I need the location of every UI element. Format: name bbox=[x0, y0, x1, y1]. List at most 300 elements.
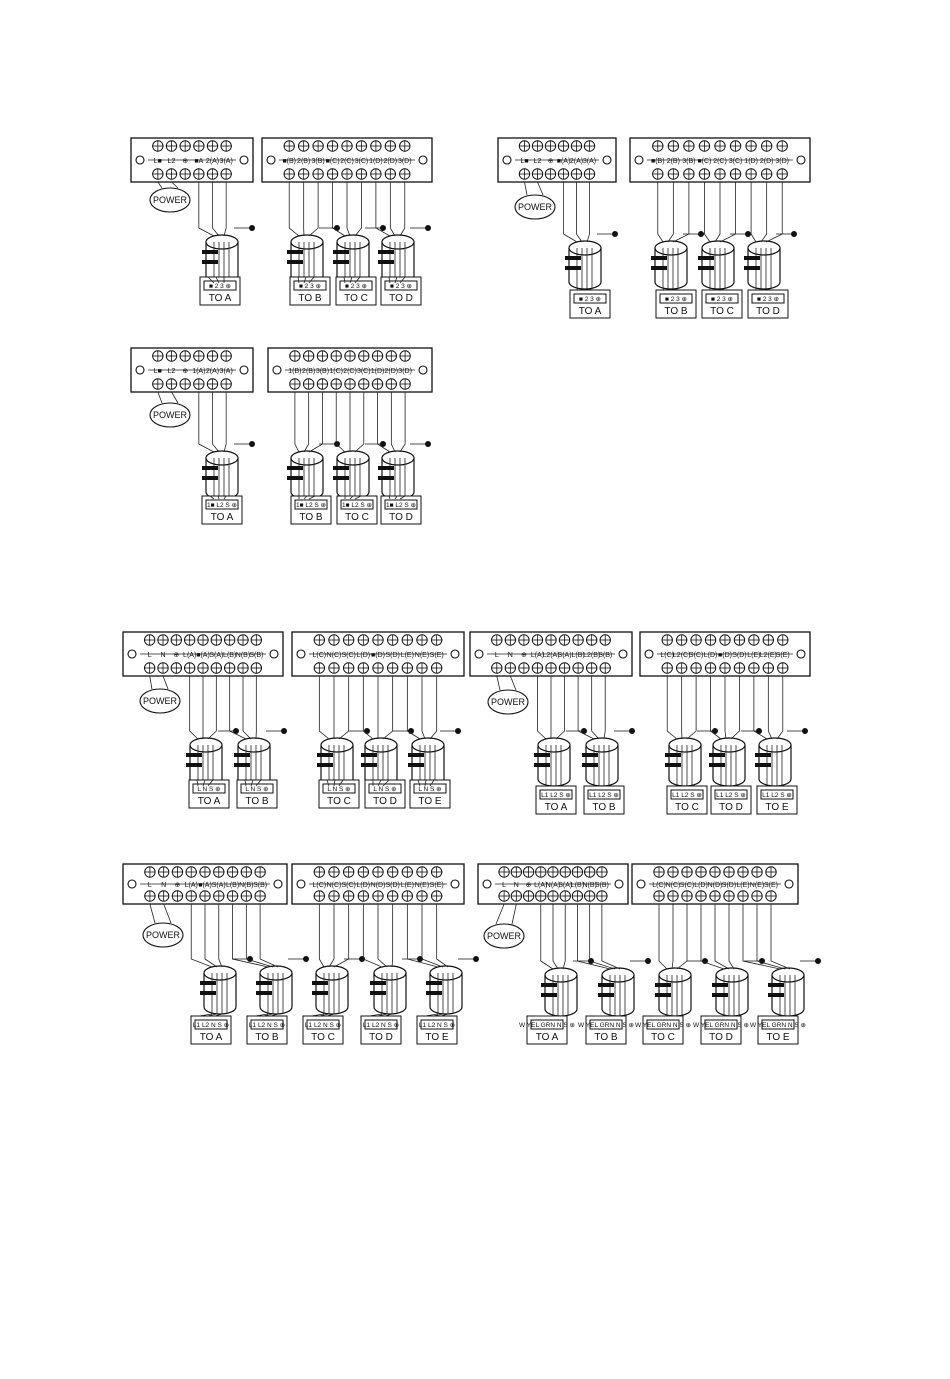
unit-terminal-label: L1 L2 S ⊕ bbox=[672, 792, 702, 799]
feed-wire bbox=[658, 182, 663, 242]
mount-hole bbox=[785, 880, 793, 888]
feed-wire bbox=[422, 676, 425, 739]
feed-wire bbox=[422, 904, 443, 967]
unit-terminal-label: L1 L2 S ⊕ bbox=[589, 792, 619, 799]
ground-icon bbox=[473, 956, 479, 962]
fixture-top bbox=[569, 241, 601, 255]
feed-wire bbox=[407, 904, 438, 967]
terminal-label: ⊕ bbox=[173, 652, 180, 659]
unit-destination-label: TO E bbox=[766, 1032, 790, 1043]
ground-icon bbox=[698, 231, 704, 237]
ground-icon bbox=[281, 728, 287, 734]
unit-terminal-label: L1 L2 S ⊕ bbox=[716, 792, 746, 799]
wiring-diagram-d6 bbox=[123, 864, 479, 1044]
terminal-label: L■ bbox=[153, 368, 162, 375]
mount-hole bbox=[273, 366, 281, 374]
terminal-label: ■(A) bbox=[198, 882, 212, 889]
feed-wire bbox=[577, 904, 610, 969]
terminal-label: 3(C) bbox=[354, 158, 369, 165]
feed-wire bbox=[260, 904, 278, 967]
unit-destination-label: TO C bbox=[327, 796, 351, 807]
terminal-label: N(D) bbox=[370, 882, 386, 889]
unit-destination-label: TO A bbox=[208, 293, 232, 304]
ground-icon bbox=[425, 441, 431, 447]
terminal-label: S(A) bbox=[558, 882, 573, 889]
ground-icon bbox=[249, 225, 255, 231]
feed-wire bbox=[329, 904, 334, 967]
terminal-label: ■(B) bbox=[282, 158, 297, 165]
feed-wire bbox=[704, 182, 710, 242]
mount-hole bbox=[503, 156, 511, 164]
terminal-label: L2(E) bbox=[759, 652, 777, 659]
fixture-top bbox=[321, 738, 353, 752]
feed-wire bbox=[590, 904, 615, 969]
unit-destination-label: TO E bbox=[425, 1032, 449, 1043]
feed-wire bbox=[378, 904, 387, 967]
feed-wire bbox=[319, 904, 324, 967]
unit-terminal-label: L N S ⊕ bbox=[327, 786, 351, 793]
feed-wire bbox=[761, 182, 767, 242]
terminal-label: 2(A) bbox=[205, 158, 220, 165]
feed-wire bbox=[309, 182, 318, 236]
terminal-label: L■ bbox=[520, 158, 529, 165]
terminal-label: 2(C) bbox=[713, 158, 727, 165]
unit-destination-label: TO B bbox=[298, 293, 322, 304]
terminal-label: 1(A) bbox=[192, 368, 206, 375]
fixture-top bbox=[316, 966, 348, 980]
unit-destination-label: TO A bbox=[199, 1032, 223, 1043]
terminal-label: 3(D) bbox=[775, 158, 790, 165]
terminal-label: S(D) bbox=[385, 882, 400, 889]
unit-terminal-label: L N S ⊕ bbox=[245, 786, 269, 793]
terminal-label: ⊕ bbox=[520, 652, 527, 659]
feed-wire bbox=[224, 182, 226, 236]
fixture-top bbox=[412, 738, 444, 752]
unit-destination-label: TO C bbox=[651, 1032, 675, 1043]
terminal-label: L(E) bbox=[400, 652, 414, 659]
terminal-label: S(D) bbox=[732, 652, 747, 659]
feed-wire bbox=[563, 904, 565, 969]
terminal-label: L(D) bbox=[703, 652, 718, 659]
feed-wire bbox=[392, 904, 393, 967]
unit-destination-label: TO D bbox=[756, 306, 780, 317]
terminal-label: ■(A) bbox=[196, 652, 210, 659]
terminal-label: 3(C) bbox=[356, 368, 371, 375]
fixture-top bbox=[206, 451, 238, 465]
power-lead bbox=[496, 904, 504, 924]
mount-hole bbox=[270, 650, 278, 658]
terminal-label: L■ bbox=[153, 158, 162, 165]
mount-hole bbox=[419, 366, 427, 374]
terminal-label: N(D) bbox=[707, 882, 723, 889]
power-lead bbox=[158, 182, 162, 188]
power-lead bbox=[172, 182, 179, 188]
unit-terminal-label: W YEL GRN N S ⊕ bbox=[634, 1022, 692, 1029]
terminal-label: 2(B) bbox=[666, 158, 680, 165]
terminal-label: N(E) bbox=[414, 652, 430, 659]
unit-destination-label: TO D bbox=[389, 293, 413, 304]
terminal-label: 2(A) bbox=[569, 158, 584, 165]
unit-destination-label: TO B bbox=[592, 802, 616, 813]
unit-destination-label: TO A bbox=[197, 796, 221, 807]
terminal-label: L(E) bbox=[400, 882, 414, 889]
mount-hole bbox=[128, 650, 136, 658]
terminal-label: 3(B) bbox=[682, 158, 696, 165]
mount-hole bbox=[619, 650, 627, 658]
terminal-label: 3(B) bbox=[315, 368, 330, 375]
feed-wire bbox=[363, 904, 382, 967]
terminal-label: 2(D) bbox=[384, 368, 399, 375]
unit-terminal-label: 1■ L2 S ⊕ bbox=[342, 502, 372, 509]
terminal-label: N(A) bbox=[545, 882, 561, 889]
terminal-label: S(B) bbox=[253, 882, 268, 889]
fixture-top bbox=[772, 968, 804, 982]
terminal-label: L bbox=[147, 652, 152, 659]
feed-wire bbox=[564, 182, 578, 242]
feed-wire bbox=[319, 676, 329, 739]
terminal-label: 3(D) bbox=[398, 368, 412, 375]
fixture-top bbox=[206, 235, 238, 249]
feed-wire bbox=[659, 904, 667, 969]
power-lead bbox=[150, 676, 152, 689]
unit-terminal-label: ■ 2 3 ⊕ bbox=[344, 283, 368, 290]
fixture-top bbox=[374, 966, 406, 980]
terminal-label: L(A) bbox=[183, 652, 197, 659]
terminal-label: S(E) bbox=[429, 882, 444, 889]
fixture-top bbox=[748, 241, 780, 255]
power-lead bbox=[510, 676, 516, 690]
unit-terminal-label: W YEL GRN N S ⊕ bbox=[577, 1022, 635, 1029]
mount-hole bbox=[603, 156, 611, 164]
power-lead bbox=[172, 392, 179, 403]
terminal-label: ■(C) bbox=[325, 158, 340, 165]
unit-destination-label: TO A bbox=[210, 512, 234, 523]
terminal-label: ⊕ bbox=[174, 882, 181, 889]
fixture-top bbox=[190, 738, 222, 752]
unit-terminal-label: 1■ L2 S ⊕ bbox=[386, 502, 416, 509]
terminal-label: N(B) bbox=[582, 882, 597, 889]
fixture-top bbox=[669, 738, 701, 752]
unit-destination-label: TO D bbox=[709, 1032, 733, 1043]
terminal-label: 3(D) bbox=[397, 158, 412, 165]
terminal-label: L2(B) bbox=[583, 652, 601, 659]
unit-terminal-label: ■ 2 3 ⊕ bbox=[664, 296, 688, 303]
power-lead bbox=[164, 904, 171, 923]
power-label: POWER bbox=[486, 931, 522, 941]
feed-wire bbox=[383, 676, 393, 739]
unit-terminal-label: L N S ⊕ bbox=[373, 786, 397, 793]
feed-wire bbox=[334, 904, 349, 967]
terminal-label: ■(B) bbox=[650, 158, 665, 165]
terminal-label: 2(C) bbox=[343, 368, 357, 375]
terminal-label: N bbox=[160, 652, 166, 659]
ground-icon bbox=[815, 958, 821, 964]
ground-icon bbox=[645, 958, 651, 964]
feed-wire bbox=[667, 676, 677, 739]
fixture-top bbox=[291, 451, 323, 465]
fixture-top bbox=[655, 241, 687, 255]
ground-icon bbox=[334, 225, 340, 231]
feed-wire bbox=[289, 182, 299, 236]
terminal-label: S(C) bbox=[341, 882, 356, 889]
mount-hole bbox=[136, 156, 144, 164]
unit-terminal-label: L1 L2 S ⊕ bbox=[541, 792, 571, 799]
feed-wire bbox=[347, 182, 350, 236]
power-label: POWER bbox=[517, 202, 553, 212]
unit-terminal-label: ■ 2 3 ⊕ bbox=[710, 296, 734, 303]
feed-wire bbox=[751, 182, 756, 242]
terminal-label: S(A) bbox=[211, 882, 226, 889]
terminal-label: 1(B) bbox=[288, 368, 302, 375]
terminal-label: N bbox=[507, 652, 513, 659]
terminal-label: L(B) bbox=[571, 652, 585, 659]
power-lead bbox=[538, 182, 544, 195]
terminal-label: L(B) bbox=[570, 882, 585, 889]
terminal-label: 3(A) bbox=[219, 368, 233, 375]
unit-terminal-label: W YEL GRN N S ⊕ bbox=[518, 1022, 576, 1029]
fixture-top bbox=[291, 235, 323, 249]
feed-wire bbox=[537, 676, 546, 739]
power-label: POWER bbox=[152, 410, 188, 420]
mount-hole bbox=[797, 650, 805, 658]
unit-destination-label: TO E bbox=[765, 802, 789, 813]
unit-destination-label: TO A bbox=[535, 1032, 559, 1043]
unit-terminal-label: 1■ L2 S ⊕ bbox=[207, 502, 237, 509]
terminal-label: ⊕ bbox=[547, 158, 554, 165]
fixture-top bbox=[702, 241, 734, 255]
unit-terminal-label: L1 L2 S ⊕ bbox=[762, 792, 792, 799]
feed-wire bbox=[768, 676, 772, 739]
feed-wire bbox=[295, 392, 299, 452]
unit-terminal-label: ■ 2 3 ⊕ bbox=[756, 296, 780, 303]
fixture-top bbox=[713, 738, 745, 752]
ground-icon bbox=[425, 225, 431, 231]
power-lead bbox=[497, 676, 500, 690]
unit-destination-label: TO C bbox=[311, 1032, 335, 1043]
mount-hole bbox=[797, 156, 805, 164]
power-lead bbox=[512, 904, 516, 924]
wiring-diagram-d5 bbox=[470, 632, 810, 814]
terminal-label: S(E) bbox=[429, 652, 444, 659]
mount-hole bbox=[637, 880, 645, 888]
mount-hole bbox=[240, 156, 248, 164]
wiring-diagram-d2 bbox=[498, 138, 810, 318]
fixture-top bbox=[430, 966, 462, 980]
feed-wire bbox=[355, 182, 361, 236]
ground-icon bbox=[249, 441, 255, 447]
ground-icon bbox=[791, 231, 797, 237]
terminal-label: L2(C) bbox=[672, 652, 691, 659]
feed-wire bbox=[391, 392, 395, 452]
feed-wire bbox=[199, 182, 214, 236]
fixture-top bbox=[759, 738, 791, 752]
fixture-top bbox=[602, 968, 634, 982]
terminal-label: L(E) bbox=[747, 652, 761, 659]
terminal-label: 3(B) bbox=[311, 158, 325, 165]
mount-hole bbox=[475, 650, 483, 658]
terminal-label: S(E) bbox=[775, 652, 790, 659]
ground-icon bbox=[588, 958, 594, 964]
feed-wire bbox=[672, 904, 673, 969]
fixture-top bbox=[382, 451, 414, 465]
power-lead bbox=[150, 904, 155, 923]
mount-hole bbox=[128, 880, 136, 888]
fixture-top bbox=[204, 966, 236, 980]
feed-wire bbox=[304, 392, 309, 452]
unit-terminal-label: L1 L2 N S ⊕ bbox=[192, 1022, 230, 1029]
feed-wire bbox=[577, 182, 583, 242]
ground-icon bbox=[745, 231, 751, 237]
ground-icon bbox=[629, 728, 635, 734]
feed-wire bbox=[677, 904, 687, 969]
unit-destination-label: TO B bbox=[255, 1032, 279, 1043]
power-label: POWER bbox=[152, 195, 188, 205]
fixture-top bbox=[545, 968, 577, 982]
mount-hole bbox=[274, 880, 282, 888]
unit-destination-label: TO D bbox=[369, 1032, 393, 1043]
feed-wire bbox=[766, 182, 782, 242]
feed-wire bbox=[602, 904, 620, 969]
unit-destination-label: TO A bbox=[544, 802, 568, 813]
terminal-label: N(E) bbox=[414, 882, 430, 889]
feed-wire bbox=[208, 676, 216, 739]
ground-icon bbox=[612, 231, 618, 237]
unit-terminal-label: L N S ⊕ bbox=[197, 786, 221, 793]
terminal-label: N bbox=[161, 882, 167, 889]
ground-icon bbox=[364, 728, 370, 734]
power-label: POWER bbox=[142, 696, 178, 706]
mount-hole bbox=[451, 880, 459, 888]
terminal-label: N(B) bbox=[239, 882, 254, 889]
feed-wire bbox=[541, 904, 553, 969]
terminal-label: S(D) bbox=[385, 652, 400, 659]
terminal-label: 3(A) bbox=[582, 158, 597, 165]
unit-destination-label: TO C bbox=[345, 512, 369, 523]
terminal-label: L2 bbox=[167, 158, 176, 165]
terminal-label: 3(C) bbox=[728, 158, 743, 165]
terminal-label: L(C) bbox=[312, 652, 327, 659]
feed-wire bbox=[213, 392, 220, 452]
mount-hole bbox=[645, 650, 653, 658]
unit-terminal-label: L N S ⊕ bbox=[418, 786, 442, 793]
feed-wire bbox=[777, 676, 783, 739]
unit-destination-label: TO A bbox=[578, 306, 602, 317]
terminal-label: N bbox=[513, 882, 519, 889]
terminal-label: L(C) bbox=[660, 652, 675, 659]
feed-wire bbox=[729, 904, 734, 969]
mount-hole bbox=[267, 156, 275, 164]
terminal-label: ■(D) bbox=[371, 652, 385, 659]
terminal-label: L(C) bbox=[312, 882, 327, 889]
terminal-label: N(B) bbox=[235, 652, 251, 659]
terminal-label: 2(B) bbox=[297, 158, 311, 165]
terminal-label: S(A) bbox=[209, 652, 224, 659]
terminal-label: L bbox=[147, 882, 152, 889]
feed-wire bbox=[390, 182, 395, 236]
feed-wire bbox=[556, 676, 565, 739]
fixture-top bbox=[365, 738, 397, 752]
unit-terminal-label: ■ 2 3 ⊕ bbox=[389, 283, 413, 290]
unit-terminal-label: L1 L2 N S ⊕ bbox=[304, 1022, 342, 1029]
terminal-label: ⊕ bbox=[182, 158, 189, 165]
feed-wire bbox=[604, 676, 605, 739]
fixture-top bbox=[337, 451, 369, 465]
unit-destination-label: TO D bbox=[373, 796, 397, 807]
terminal-label: S(B) bbox=[598, 652, 613, 659]
terminal-label: S(E) bbox=[764, 882, 778, 889]
feed-wire bbox=[199, 392, 214, 452]
mount-hole bbox=[451, 650, 459, 658]
terminal-label: ■(C) bbox=[697, 158, 712, 165]
ground-icon bbox=[802, 728, 808, 734]
mount-hole bbox=[419, 156, 427, 164]
unit-destination-label: TO C bbox=[675, 802, 699, 813]
terminal-label: L2 bbox=[167, 368, 176, 375]
feed-wire bbox=[587, 182, 590, 242]
terminal-label: N(E) bbox=[749, 882, 765, 889]
feed-wire bbox=[592, 676, 599, 739]
feed-wire bbox=[190, 676, 198, 739]
terminal-label: S(C) bbox=[679, 882, 695, 889]
ground-icon bbox=[303, 956, 309, 962]
terminal-label: L(A) bbox=[534, 882, 548, 889]
feed-wire bbox=[400, 392, 405, 452]
fixture-top bbox=[538, 738, 570, 752]
power-lead bbox=[525, 182, 528, 195]
terminal-label: 1(D) bbox=[370, 368, 385, 375]
unit-destination-label: TO C bbox=[710, 306, 734, 317]
mount-hole bbox=[615, 880, 623, 888]
feed-wire bbox=[205, 904, 217, 967]
power-lead bbox=[158, 392, 162, 403]
unit-destination-label: TO B bbox=[299, 512, 323, 523]
feed-wire bbox=[213, 182, 220, 236]
unit-destination-label: TO B bbox=[594, 1032, 618, 1043]
ground-icon bbox=[380, 225, 386, 231]
feed-wire bbox=[224, 392, 226, 452]
terminal-label: L2(A) bbox=[542, 652, 560, 659]
terminal-label: S(B) bbox=[249, 652, 264, 659]
terminal-label: L(A) bbox=[184, 882, 198, 889]
feed-wire bbox=[687, 676, 696, 739]
terminal-label: 2(A) bbox=[205, 368, 220, 375]
terminal-label: S(B) bbox=[594, 882, 609, 889]
fixture-top bbox=[238, 738, 270, 752]
unit-destination-label: TO D bbox=[719, 802, 743, 813]
terminal-label: L(C) bbox=[652, 882, 666, 889]
unit-terminal-label: L1 L2 N S ⊕ bbox=[362, 1022, 400, 1029]
feed-wire bbox=[771, 904, 790, 969]
terminal-label: L(D) bbox=[356, 652, 371, 659]
feed-wire bbox=[191, 904, 212, 967]
terminal-label: L bbox=[502, 882, 507, 889]
unit-terminal-label: W YEL GRN N S ⊕ bbox=[749, 1022, 807, 1029]
fixture-top bbox=[659, 968, 691, 982]
terminal-label: ⊕ bbox=[182, 368, 189, 375]
feed-wire bbox=[355, 392, 364, 452]
terminal-label: L2 bbox=[533, 158, 542, 165]
unit-terminal-label: ■ 2 3 ⊕ bbox=[298, 283, 322, 290]
power-label: POWER bbox=[145, 930, 181, 940]
feed-wire bbox=[243, 676, 251, 739]
mount-hole bbox=[136, 366, 144, 374]
unit-terminal-label: ■ 2 3 ⊕ bbox=[578, 296, 602, 303]
terminal-label: ■(A) bbox=[556, 158, 571, 165]
fixture-top bbox=[382, 235, 414, 249]
terminal-label: L(D) bbox=[356, 882, 371, 889]
terminal-label: L(B) bbox=[223, 652, 237, 659]
terminal-label: ■(D) bbox=[718, 652, 732, 659]
